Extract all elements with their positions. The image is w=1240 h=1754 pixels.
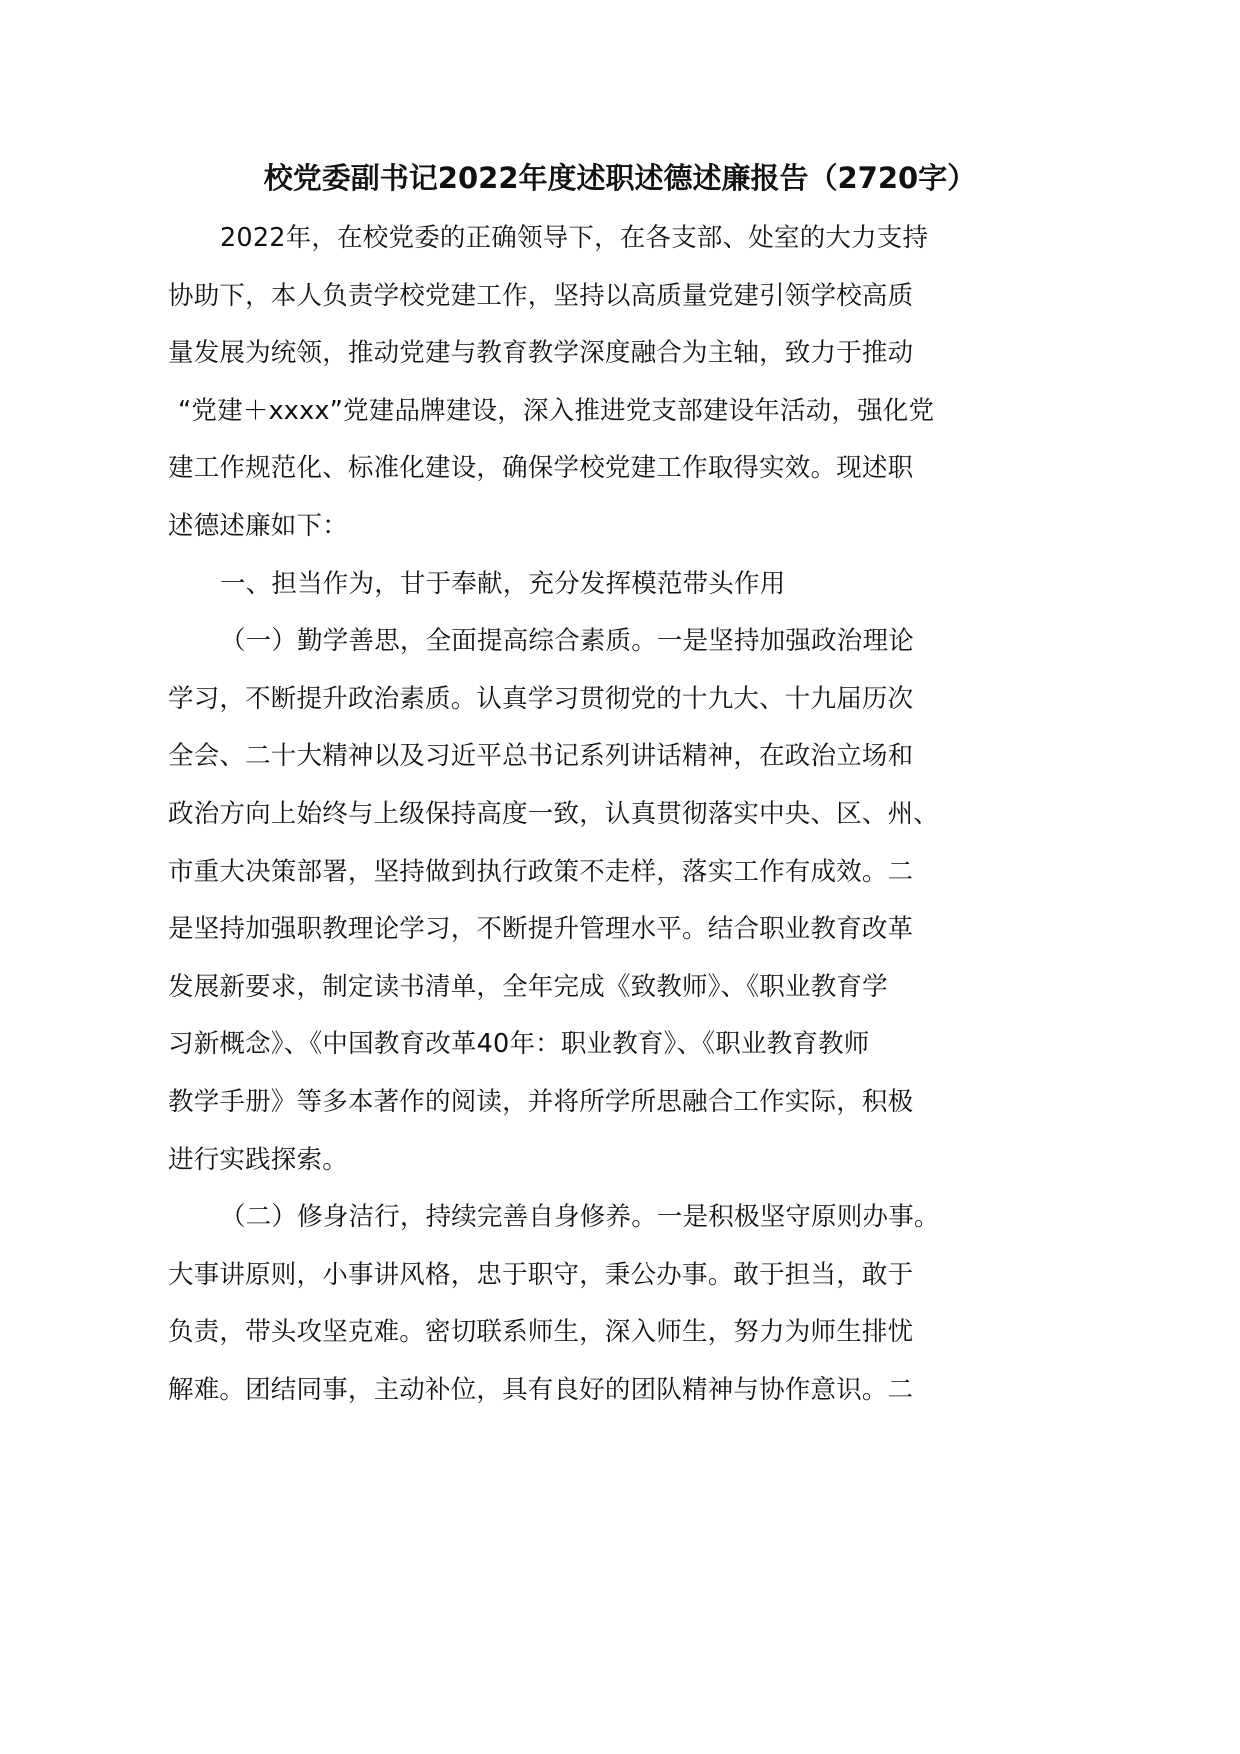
paragraph-line: 量发展为统领，推动党建与教育教学深度融合为主轴，致力于推动 xyxy=(168,338,914,369)
paragraph-line: 建工作规范化、标准化建设，确保学校党建工作取得实效。现述职 xyxy=(168,453,914,484)
paragraph-line: 协助下，本人负责学校党建工作，坚持以高质量党建引领学校高质 xyxy=(168,280,914,311)
section-heading: 一、担当作为，甘于奉献，充分发挥模范带头作用 xyxy=(220,568,786,599)
paragraph-line: “党建＋xxxx”党建品牌建设，深入推进党支部建设年活动，强化党 xyxy=(178,395,935,426)
paragraph-line: 大事讲原则，小事讲风格，忠于职守，秉公办事。敢于担当，敢于 xyxy=(168,1259,914,1290)
paragraph-line: 市重大决策部署，坚持做到执行政策不走样，落实工作有成效。二 xyxy=(168,856,914,887)
paragraph-line: 发展新要求，制定读书清单，全年完成《致教师》、《职业教育学 xyxy=(168,971,888,1002)
paragraph-line: 解难。团结同事，主动补位，具有良好的团队精神与协作意识。二 xyxy=(168,1374,914,1405)
document-body xyxy=(168,210,943,1419)
paragraph-line: 习新概念》、《中国教育改革40年：职业教育》、《职业教育教师 xyxy=(168,1029,870,1060)
paragraph-line: 教学手册》等多本著作的阅读，并将所学所思融合工作实际，积极 xyxy=(168,1086,914,1117)
document-title: 校党委副书记2022年度述职述德述廉报告（2720字） xyxy=(263,161,977,195)
subsection-line: （一）勤学善思，全面提高综合素质。一是坚持加强政治理论 xyxy=(220,626,914,657)
subsection-line: （二）修身洁行，持续完善自身修养。一是积极坚守原则办事。 xyxy=(220,1202,940,1233)
paragraph-line: 负责，带头攻坚克难。密切联系师生，深入师生，努力为师生排忧 xyxy=(168,1317,914,1348)
paragraph-line: 述德述廉如下： xyxy=(168,510,348,541)
paragraph-line: 学习，不断提升政治素质。认真学习贯彻党的十九大、十九届历次 xyxy=(168,683,914,714)
paragraph-line: 2022年，在校党委的正确领导下，在各支部、处室的大力支持 xyxy=(220,223,929,253)
paragraph-line: 全会、二十大精神以及习近平总书记系列讲话精神，在政治立场和 xyxy=(168,741,914,772)
paragraph-line: 政治方向上始终与上级保持高度一致，认真贯彻落实中央、区、州、 xyxy=(168,798,940,829)
paragraph-line: 是坚持加强职教理论学习，不断提升管理水平。结合职业教育改革 xyxy=(168,914,914,945)
paragraph-line: 进行实践探索。 xyxy=(168,1144,348,1175)
